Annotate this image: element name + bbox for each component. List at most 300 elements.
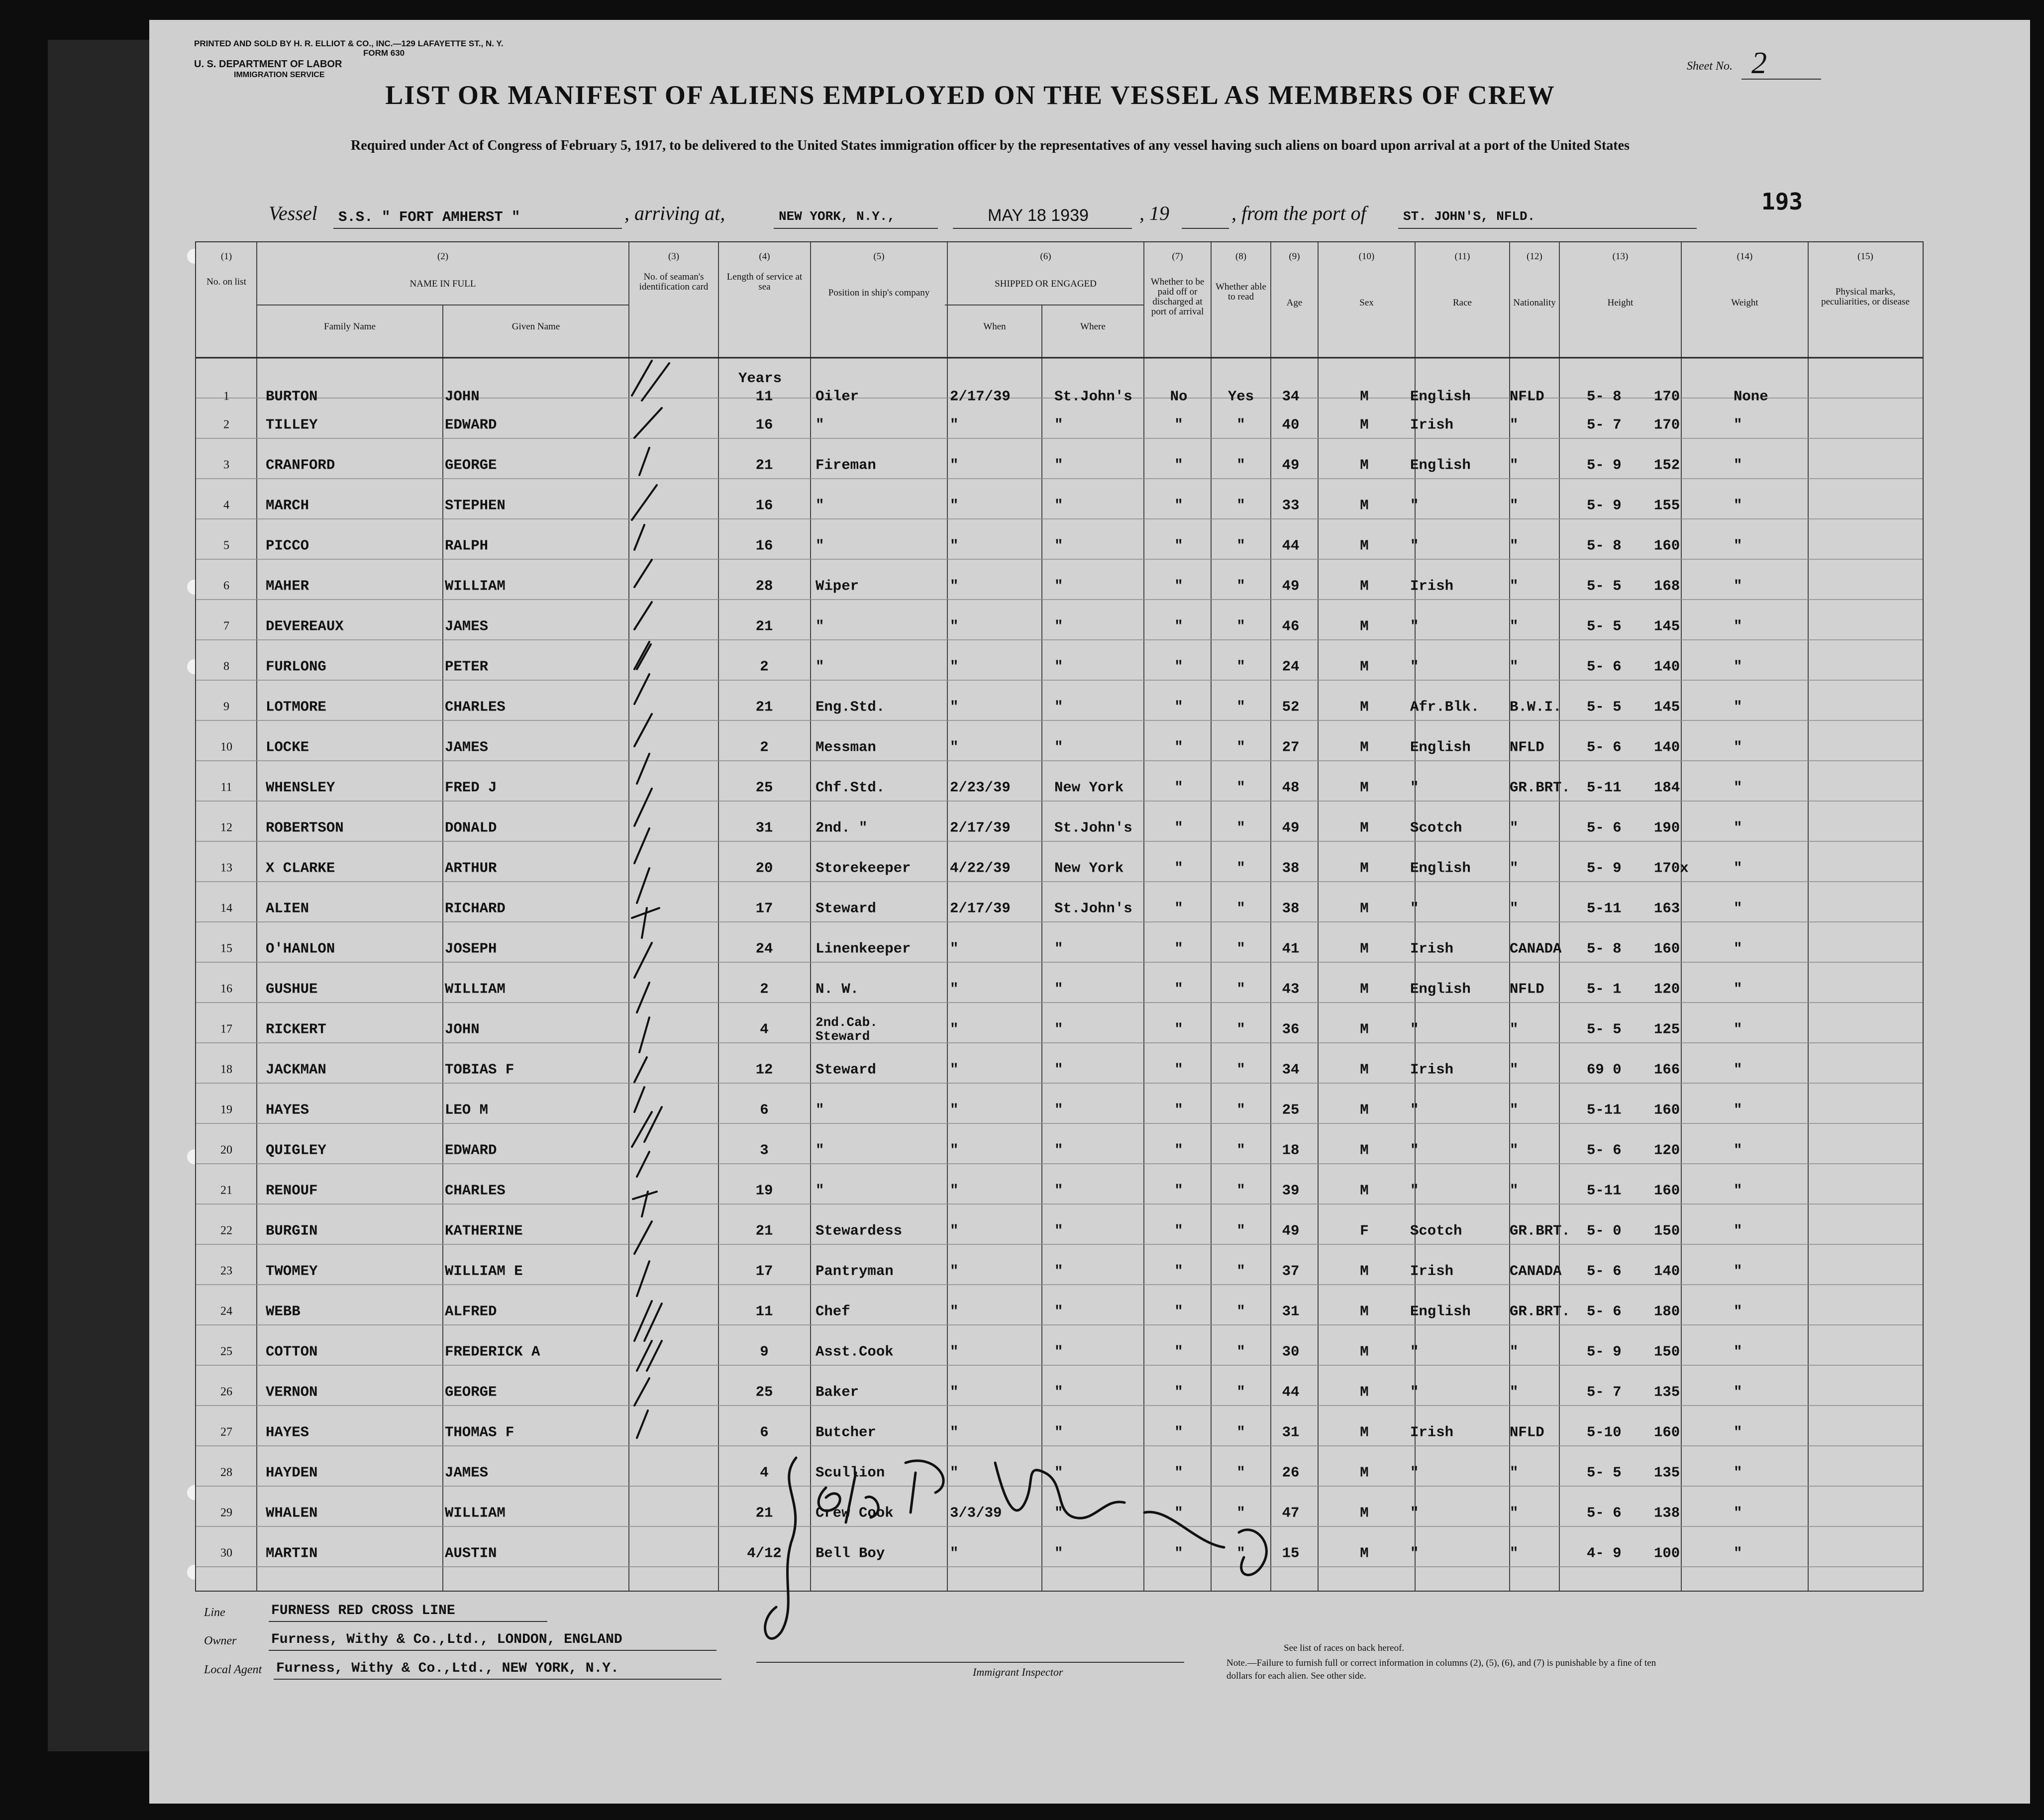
cell-read: " bbox=[1236, 900, 1245, 917]
header-weight: Weight bbox=[1731, 298, 1758, 308]
cell-family: WHENSLEY bbox=[266, 779, 335, 796]
cell-family: TILLEY bbox=[266, 416, 318, 433]
cell-paid: " bbox=[1174, 578, 1183, 595]
cell-family: MARCH bbox=[266, 497, 309, 514]
cell-where: St.John's bbox=[1054, 900, 1132, 917]
cell-age: 30 bbox=[1282, 1343, 1300, 1360]
cell-height: 5- 0 bbox=[1587, 1222, 1622, 1239]
cell-family: PICCO bbox=[266, 537, 309, 554]
cell-read: " bbox=[1236, 1263, 1245, 1280]
vessel-name: S.S. " FORT AMHERST " bbox=[338, 209, 520, 225]
id-card-checkmarks bbox=[622, 351, 721, 1545]
cell-where: " bbox=[1054, 1424, 1063, 1441]
cell-height: 69 0 bbox=[1587, 1061, 1622, 1078]
form-subtitle: Required under Act of Congress of February 5, 1917, to be delivered to the United States immigration officer by the representatives of any vessel having such aliens on board upon arrival at a port of the United States bbox=[351, 138, 1630, 153]
cell-paid: " bbox=[1174, 1424, 1183, 1441]
cell-position: Stewardess bbox=[816, 1222, 903, 1239]
cell-given: PETER bbox=[445, 658, 489, 675]
cell-given: WILLIAM bbox=[445, 578, 506, 595]
cell-given: JOSEPH bbox=[445, 940, 497, 957]
cell-no: 24 bbox=[220, 1305, 232, 1318]
cell-race: " bbox=[1410, 537, 1419, 554]
cell-nat: " bbox=[1510, 1182, 1519, 1199]
cell-race: Irish bbox=[1410, 1424, 1454, 1441]
cell-position: Steward bbox=[816, 1061, 876, 1078]
cell-weight: 140 bbox=[1654, 739, 1680, 756]
from-port-label: , from the port of bbox=[1231, 202, 1366, 224]
cell-marks: " bbox=[1734, 457, 1742, 474]
cell-race: English bbox=[1410, 739, 1471, 756]
cell-age: 31 bbox=[1282, 1303, 1300, 1320]
cell-race: " bbox=[1410, 1384, 1419, 1401]
cell-weight: 170 bbox=[1654, 388, 1680, 405]
cell-where: " bbox=[1054, 1182, 1063, 1199]
cell-weight: 160 bbox=[1654, 940, 1680, 957]
cell-position: " bbox=[816, 497, 824, 514]
cell-service: 12 bbox=[755, 1061, 773, 1078]
cell-marks: " bbox=[1734, 1545, 1742, 1562]
cell-nat: GR.BRT. bbox=[1510, 1303, 1570, 1320]
cell-family: O'HANLON bbox=[266, 940, 335, 957]
cell-service: 21 bbox=[755, 1222, 773, 1239]
column-number: (15) bbox=[1857, 251, 1873, 262]
cell-service: 21 bbox=[755, 457, 773, 474]
cell-sex: M bbox=[1360, 779, 1369, 796]
cell-paid: " bbox=[1174, 1102, 1183, 1118]
races-note: See list of races on back hereof. bbox=[1284, 1643, 1405, 1653]
fine-note: Note.—Failure to furnish full or correct information in columns (2), (5), (6), and (7) is punishable by a fine of ten dollars for each alien. See other side. bbox=[1226, 1658, 1656, 1681]
cell-read: " bbox=[1236, 578, 1245, 595]
cell-service: 24 bbox=[755, 940, 773, 957]
cell-read: " bbox=[1236, 779, 1245, 796]
cell-marks: " bbox=[1734, 779, 1742, 796]
cell-marks: " bbox=[1734, 1061, 1742, 1078]
cell-height: 5-10 bbox=[1587, 1424, 1622, 1441]
cell-read: " bbox=[1236, 860, 1245, 877]
cell-paid: " bbox=[1174, 1142, 1183, 1159]
cell-height: 5- 9 bbox=[1587, 457, 1622, 474]
cell-no: 10 bbox=[220, 740, 232, 754]
cell-sex: M bbox=[1360, 658, 1369, 675]
cell-family: FURLONG bbox=[266, 658, 326, 675]
printer-imprint: PRINTED AND SOLD BY H. R. ELLIOT & CO., INC.—129 LAFAYETTE ST., N. Y. FORM 630 bbox=[194, 39, 504, 58]
cell-sex: M bbox=[1360, 1142, 1369, 1159]
cell-weight: 145 bbox=[1654, 618, 1680, 635]
cell-given: GEORGE bbox=[445, 1384, 497, 1401]
header-id-card: No. of seaman's identification card bbox=[639, 272, 709, 292]
cell-race: " bbox=[1410, 1182, 1419, 1199]
cell-where: " bbox=[1054, 1102, 1063, 1118]
cell-weight: 163 bbox=[1654, 900, 1680, 917]
cell-race: " bbox=[1410, 618, 1419, 635]
header-sex: Sex bbox=[1359, 298, 1374, 308]
header-name-in-full: NAME IN FULL bbox=[409, 279, 476, 289]
cell-when: " bbox=[950, 658, 959, 675]
cell-race: " bbox=[1410, 658, 1419, 675]
cell-when: " bbox=[950, 1545, 959, 1562]
cell-service: 16 bbox=[755, 537, 773, 554]
cell-position: " bbox=[816, 618, 824, 635]
cell-where: St.John's bbox=[1054, 819, 1132, 836]
cell-position: Linenkeeper bbox=[816, 940, 911, 957]
cell-family: HAYDEN bbox=[266, 1464, 318, 1481]
column-number: (2) bbox=[437, 251, 449, 262]
cell-read: " bbox=[1236, 497, 1245, 514]
header-given-name: Given Name bbox=[511, 321, 560, 332]
cell-age: 49 bbox=[1282, 457, 1300, 474]
cell-nat: " bbox=[1510, 1142, 1519, 1159]
cell-nat: " bbox=[1510, 497, 1519, 514]
cell-paid: " bbox=[1174, 860, 1183, 877]
cell-age: 15 bbox=[1282, 1545, 1300, 1562]
cell-marks: " bbox=[1734, 658, 1742, 675]
header-length-service: Length of service at sea bbox=[726, 272, 803, 292]
cell-position: " bbox=[816, 1142, 824, 1159]
cell-given: KATHERINE bbox=[445, 1222, 523, 1239]
cell-race: " bbox=[1410, 779, 1419, 796]
cell-weight: 190 bbox=[1654, 819, 1680, 836]
cell-weight: 160 bbox=[1654, 1182, 1680, 1199]
column-number: (4) bbox=[759, 251, 770, 262]
column-number: (5) bbox=[873, 251, 885, 262]
cell-given: DONALD bbox=[445, 819, 497, 836]
cell-where: " bbox=[1054, 1061, 1063, 1078]
cell-read: " bbox=[1236, 1464, 1245, 1481]
cell-nat: B.W.I. bbox=[1510, 699, 1562, 715]
arrival-port: NEW YORK, N.Y., bbox=[779, 209, 896, 224]
cell-height: 5- 9 bbox=[1587, 497, 1622, 514]
cell-position: Pantryman bbox=[816, 1263, 894, 1280]
cell-where: " bbox=[1054, 1545, 1063, 1562]
cell-when: " bbox=[950, 1303, 959, 1320]
cell-where: " bbox=[1054, 497, 1063, 514]
vessel-underline bbox=[333, 228, 622, 229]
cell-no: 9 bbox=[223, 700, 229, 713]
cell-no: 17 bbox=[220, 1022, 232, 1036]
cell-nat: " bbox=[1510, 1021, 1519, 1038]
cell-service: 16 bbox=[755, 497, 773, 514]
cell-family: VERNON bbox=[266, 1384, 318, 1401]
cell-sex: M bbox=[1360, 618, 1369, 635]
header-family-name: Family Name bbox=[324, 321, 376, 332]
cell-position: Eng.Std. bbox=[816, 699, 885, 715]
cell-weight: 140 bbox=[1654, 1263, 1680, 1280]
cell-where: " bbox=[1054, 1505, 1063, 1521]
cell-nat: " bbox=[1510, 1545, 1519, 1562]
cell-read: " bbox=[1236, 416, 1245, 433]
cell-read: " bbox=[1236, 981, 1245, 998]
cell-family: MARTIN bbox=[266, 1545, 318, 1562]
cell-when: 4/22/39 bbox=[950, 860, 1011, 877]
cell-age: 46 bbox=[1282, 618, 1300, 635]
cell-family: JACKMAN bbox=[266, 1061, 326, 1078]
cell-nat: GR.BRT. bbox=[1510, 1222, 1570, 1239]
cell-marks: " bbox=[1734, 618, 1742, 635]
sheet-underline bbox=[1741, 79, 1821, 80]
cell-paid: " bbox=[1174, 1464, 1183, 1481]
cell-nat: " bbox=[1510, 1343, 1519, 1360]
cell-service: 25 bbox=[755, 779, 773, 796]
cell-nat: GR.BRT. bbox=[1510, 779, 1570, 796]
cell-sex: M bbox=[1360, 940, 1369, 957]
cell-height: 5- 5 bbox=[1587, 1464, 1622, 1481]
cell-nat: NFLD bbox=[1510, 1424, 1544, 1441]
cell-family: ALIEN bbox=[266, 900, 309, 917]
cell-no: 25 bbox=[220, 1345, 232, 1358]
cell-paid: " bbox=[1174, 497, 1183, 514]
cell-service: 2 bbox=[760, 981, 769, 998]
cell-age: 34 bbox=[1282, 388, 1300, 405]
cell-service: 2 bbox=[760, 658, 769, 675]
cell-position: 2nd. " bbox=[816, 819, 868, 836]
cell-nat: NFLD bbox=[1510, 388, 1544, 405]
cell-race: English bbox=[1410, 1303, 1471, 1320]
cell-height: 5- 6 bbox=[1587, 819, 1622, 836]
cell-sex: M bbox=[1360, 1263, 1369, 1280]
cell-where: " bbox=[1054, 1222, 1063, 1239]
cell-height: 5- 6 bbox=[1587, 1505, 1622, 1521]
cell-weight: 170x bbox=[1654, 860, 1689, 877]
cell-position: Chef bbox=[816, 1303, 850, 1320]
cell-position: Messman bbox=[816, 739, 876, 756]
cell-race: English bbox=[1410, 981, 1471, 998]
cell-no: 28 bbox=[220, 1466, 232, 1479]
cell-nat: CANADA bbox=[1510, 940, 1562, 957]
cell-weight: 135 bbox=[1654, 1464, 1680, 1481]
cell-no: 1 bbox=[223, 390, 229, 403]
cell-marks: " bbox=[1734, 1182, 1742, 1199]
cell-service: 17 bbox=[755, 1263, 773, 1280]
cell-race: English bbox=[1410, 388, 1471, 405]
column-number: (1) bbox=[220, 251, 232, 262]
cell-given: CHARLES bbox=[445, 699, 506, 715]
departure-port: ST. JOHN'S, NFLD. bbox=[1403, 209, 1535, 224]
cell-read: " bbox=[1236, 940, 1245, 957]
cell-read: " bbox=[1236, 1545, 1245, 1562]
cell-position: Crew Cook bbox=[816, 1505, 894, 1521]
cell-where: " bbox=[1054, 981, 1063, 998]
cell-given: JOHN bbox=[445, 388, 480, 405]
cell-paid: " bbox=[1174, 699, 1183, 715]
cell-marks: " bbox=[1734, 900, 1742, 917]
cell-height: 5- 8 bbox=[1587, 537, 1622, 554]
cell-nat: " bbox=[1510, 416, 1519, 433]
cell-read: " bbox=[1236, 457, 1245, 474]
cell-given: LEO M bbox=[445, 1102, 489, 1118]
cell-given: JAMES bbox=[445, 618, 489, 635]
cell-race: Irish bbox=[1410, 578, 1454, 595]
header-race: Race bbox=[1453, 298, 1472, 308]
column-number: (14) bbox=[1737, 251, 1753, 262]
cell-given: THOMAS F bbox=[445, 1424, 514, 1441]
cell-when: 2/17/39 bbox=[950, 900, 1011, 917]
cell-given: TOBIAS F bbox=[445, 1061, 514, 1078]
cell-age: 44 bbox=[1282, 1384, 1300, 1401]
cell-no: 5 bbox=[223, 539, 229, 552]
cell-family: HAYES bbox=[266, 1102, 309, 1118]
column-number: (13) bbox=[1612, 251, 1629, 262]
cell-service: 16 bbox=[755, 416, 773, 433]
cell-paid: " bbox=[1174, 1505, 1183, 1521]
cell-position: Asst.Cook bbox=[816, 1343, 894, 1360]
cell-when: " bbox=[950, 739, 959, 756]
cell-sex: M bbox=[1360, 1061, 1369, 1078]
cell-when: " bbox=[950, 457, 959, 474]
cell-height: 5-11 bbox=[1587, 779, 1622, 796]
column-number: (3) bbox=[668, 251, 680, 262]
cell-sex: M bbox=[1360, 739, 1369, 756]
cell-position: Wiper bbox=[816, 578, 859, 595]
cell-position: Oiler bbox=[816, 388, 859, 405]
cell-nat: " bbox=[1510, 457, 1519, 474]
cell-read: " bbox=[1236, 1222, 1245, 1239]
year-label: , 19 bbox=[1139, 202, 1169, 224]
cell-race: " bbox=[1410, 497, 1419, 514]
cell-given: GEORGE bbox=[445, 457, 497, 474]
cell-nat: " bbox=[1510, 1061, 1519, 1078]
cell-given: WILLIAM E bbox=[445, 1263, 523, 1280]
cell-paid: " bbox=[1174, 416, 1183, 433]
cell-weight: 184 bbox=[1654, 779, 1680, 796]
cell-marks: " bbox=[1734, 860, 1742, 877]
cell-service: 20 bbox=[755, 860, 773, 877]
header-no-on-list: No. on list bbox=[206, 277, 246, 287]
cell-read: " bbox=[1236, 618, 1245, 635]
cell-position: " bbox=[816, 537, 824, 554]
cell-age: 49 bbox=[1282, 578, 1300, 595]
cell-no: 29 bbox=[220, 1506, 232, 1519]
cell-given: EDWARD bbox=[445, 1142, 497, 1159]
cell-height: 5- 9 bbox=[1587, 860, 1622, 877]
cell-height: 5- 5 bbox=[1587, 618, 1622, 635]
cell-marks: " bbox=[1734, 1142, 1742, 1159]
cell-no: 19 bbox=[220, 1103, 232, 1116]
cell-family: HAYES bbox=[266, 1424, 309, 1441]
cell-when: " bbox=[950, 497, 959, 514]
cell-sex: M bbox=[1360, 1343, 1369, 1360]
cell-age: 26 bbox=[1282, 1464, 1300, 1481]
cell-height: 5-11 bbox=[1587, 1182, 1622, 1199]
cell-family: WHALEN bbox=[266, 1505, 318, 1521]
cell-where: " bbox=[1054, 537, 1063, 554]
cell-when: " bbox=[950, 981, 959, 998]
header-age: Age bbox=[1286, 298, 1303, 308]
cell-when: " bbox=[950, 1464, 959, 1481]
column-number: (7) bbox=[1172, 251, 1183, 262]
cell-when: " bbox=[950, 1021, 959, 1038]
cell-race: " bbox=[1410, 1142, 1419, 1159]
cell-nat: " bbox=[1510, 578, 1519, 595]
cell-read: " bbox=[1236, 537, 1245, 554]
cell-sex: M bbox=[1360, 1424, 1369, 1441]
cell-race: English bbox=[1410, 860, 1471, 877]
cell-position: N. W. bbox=[816, 981, 859, 998]
cell-position: " bbox=[816, 1102, 824, 1118]
cell-service: 21 bbox=[755, 618, 773, 635]
cell-marks: " bbox=[1734, 739, 1742, 756]
cell-where: " bbox=[1054, 1142, 1063, 1159]
cell-weight: 120 bbox=[1654, 981, 1680, 998]
cell-height: 5- 5 bbox=[1587, 1021, 1622, 1038]
cell-age: 40 bbox=[1282, 416, 1300, 433]
cell-marks: None bbox=[1734, 388, 1768, 405]
cell-nat: " bbox=[1510, 900, 1519, 917]
cell-position: Storekeeper bbox=[816, 860, 911, 877]
cell-no: 18 bbox=[220, 1063, 232, 1076]
cell-paid: " bbox=[1174, 1222, 1183, 1239]
cell-marks: " bbox=[1734, 1424, 1742, 1441]
cell-marks: " bbox=[1734, 1222, 1742, 1239]
cell-weight: 145 bbox=[1654, 699, 1680, 715]
cell-read: " bbox=[1236, 1102, 1245, 1118]
cell-age: 31 bbox=[1282, 1424, 1300, 1441]
cell-race: Irish bbox=[1410, 416, 1454, 433]
cell-when: " bbox=[950, 1343, 959, 1360]
cell-when: 2/23/39 bbox=[950, 779, 1011, 796]
cell-marks: " bbox=[1734, 497, 1742, 514]
cell-when: " bbox=[950, 416, 959, 433]
column-number: (12) bbox=[1527, 251, 1542, 262]
cell-when: " bbox=[950, 537, 959, 554]
cell-no: 4 bbox=[223, 499, 229, 512]
cell-where: " bbox=[1054, 940, 1063, 957]
cell-service: 28 bbox=[755, 578, 773, 595]
cell-height: 5- 9 bbox=[1587, 1343, 1622, 1360]
cell-position: Bell Boy bbox=[816, 1545, 885, 1562]
cell-nat: " bbox=[1510, 1102, 1519, 1118]
line-label: Line bbox=[204, 1606, 225, 1619]
form-title: LIST OR MANIFEST OF ALIENS EMPLOYED ON THE VESSEL AS MEMBERS OF CREW bbox=[385, 80, 1555, 110]
cell-marks: " bbox=[1734, 819, 1742, 836]
cell-race: " bbox=[1410, 1343, 1419, 1360]
cell-family: LOCKE bbox=[266, 739, 309, 756]
arriving-label: , arriving at, bbox=[624, 202, 725, 224]
cell-read: " bbox=[1236, 1384, 1245, 1401]
cell-family: ROBERTSON bbox=[266, 819, 344, 836]
cell-family: LOTMORE bbox=[266, 699, 326, 715]
cell-race: English bbox=[1410, 457, 1471, 474]
cell-paid: " bbox=[1174, 1343, 1183, 1360]
inspector-signature-line bbox=[756, 1662, 1184, 1663]
cell-weight: 150 bbox=[1654, 1343, 1680, 1360]
cell-nat: " bbox=[1510, 1384, 1519, 1401]
sheet-label: Sheet No. bbox=[1687, 60, 1733, 73]
cell-where: " bbox=[1054, 1021, 1063, 1038]
cell-marks: " bbox=[1734, 1021, 1742, 1038]
cell-position: " bbox=[816, 416, 824, 433]
header-physical-marks: Physical marks, peculiarities, or disease bbox=[1821, 287, 1910, 307]
cell-where: New York bbox=[1054, 860, 1124, 877]
owner-label: Owner bbox=[204, 1634, 237, 1647]
header-when: When bbox=[983, 321, 1006, 332]
sheet-number: 2 bbox=[1751, 46, 1767, 80]
cell-sex: F bbox=[1360, 1222, 1369, 1239]
cell-marks: " bbox=[1734, 1102, 1742, 1118]
cell-age: 37 bbox=[1282, 1263, 1300, 1280]
department-header: U. S. DEPARTMENT OF LABOR IMMIGRATION SERVICE bbox=[194, 59, 342, 79]
cell-read: Yes bbox=[1227, 388, 1254, 405]
cell-family: RENOUF bbox=[266, 1182, 318, 1199]
cell-race: " bbox=[1410, 1505, 1419, 1521]
agent-underline bbox=[274, 1679, 721, 1680]
cell-position: Fireman bbox=[816, 457, 876, 474]
cell-given: ARTHUR bbox=[445, 860, 497, 877]
years-label: Years bbox=[738, 370, 782, 387]
cell-age: 48 bbox=[1282, 779, 1300, 796]
cell-paid: " bbox=[1174, 537, 1183, 554]
cell-family: TWOMEY bbox=[266, 1263, 318, 1280]
cell-family: GUSHUE bbox=[266, 981, 318, 998]
